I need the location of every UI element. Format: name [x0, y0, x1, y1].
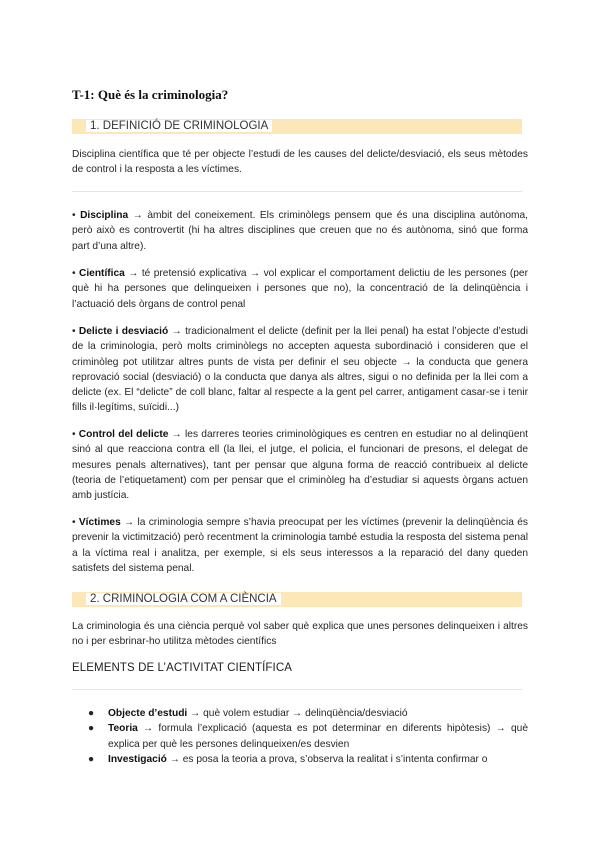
divider-line: [72, 191, 522, 192]
def-text: té pretensió explicativa → vol explicar el comportament delictiu de les persones (per què hi ha persones que delinqueixen i persones que no), la concentració de la delinqüència i l’actuació dels òrgans de control penal: [72, 268, 528, 310]
def-text: tradicionalment el delicte (definit per la llei penal) ha estat l’objecte d’estudi de la criminologia, però molts criminòlegs no accepten aquesta subordinació i consideren que el criminòleg pot utilitzar altres punts de vista per definir el seu objecte → la conducta que genera reprovació social (desviació) o la conducta que danya als altres, sigui o no definida per la llei com a delicte (ex. El “delicte” de coll blanc, faltar al respecte a la gent pel carrer, antigament casar-se i tenir fills il·legítims, suïcidi...): [72, 326, 528, 414]
section-header-science: [72, 592, 522, 607]
element-text: formula l’explicació (aquesta es pot determinar en diferents hipòtesis) → què explica per què les persones delinqueixen/es desvien: [108, 723, 528, 750]
def-text: àmbit del coneixement. Els criminòlegs pensem que és una disciplina autònoma, però això es controvertit (hi ha altres disciplines que creuen que no és autònoma, sinó que forma part d’una altre).: [72, 210, 528, 252]
arrow-icon: →: [143, 723, 154, 735]
list-item: [72, 752, 528, 767]
document-title: T-1: Què és la criminologia?: [72, 87, 229, 102]
element-term: Teoria: [108, 723, 138, 735]
arrow-icon: →: [128, 268, 139, 279]
arrow-icon: →: [132, 210, 143, 221]
element-text: què volem estudiar → delinqüència/desviació: [203, 708, 408, 719]
element-text: es posa la teoria a prova, s’observa la realitat i s’intenta confirmar o: [182, 753, 488, 765]
def-text: la criminologia sempre s’havia preocupat per les víctimes (prevenir la delinqüència és prevenir la victimització) però recentment la criminologia també estudia la resposta del sistema penal a la víctima real i analitza, per exemple, si els seus interessos a la reparació del dany queden satisfets del sistema penal.: [72, 517, 528, 574]
divider-line: [72, 689, 522, 690]
arrow-icon: →: [171, 429, 182, 440]
definition-paragraph: Disciplina científica que té per objecte l’estudi de les causes del delicte/desviació, els seus mètodes de control i la resposta a les víctimes.: [72, 149, 528, 176]
bullet-icon: ●: [88, 708, 95, 719]
def-term: Científica: [78, 268, 125, 279]
bullet-marker: •: [72, 326, 76, 337]
arrow-icon: →: [169, 753, 180, 765]
bullet-marker: •: [72, 210, 76, 221]
def-term: Víctimes: [78, 517, 121, 528]
def-item-disciplina: [72, 208, 528, 254]
elements-list: [72, 706, 528, 767]
list-item: [72, 721, 528, 752]
section-label: 2. CRIMINOLOGIA COM A CIÈNCIA: [86, 593, 281, 605]
subheading: ELEMENTS DE L’ACTIVITAT CIENTÍFICA: [72, 662, 293, 674]
def-term: Disciplina: [80, 210, 129, 221]
list-item: [72, 706, 528, 721]
element-term: Objecte d’estudi: [108, 708, 188, 719]
arrow-icon: →: [171, 326, 182, 337]
element-term: Investigació: [108, 753, 167, 765]
bullet-icon: ●: [88, 723, 95, 735]
arrow-icon: →: [190, 708, 201, 719]
arrow-icon: →: [124, 517, 135, 528]
bullet-marker: •: [72, 429, 76, 440]
bullet-icon: ●: [88, 753, 95, 765]
def-term: Delicte i desviació: [78, 326, 169, 337]
def-item-victimes: [72, 515, 528, 576]
bullet-marker: •: [72, 517, 76, 528]
section-header-definition: [72, 119, 522, 134]
science-paragraph: La criminologia és una ciència perquè vol saber què explica que unes persones delinqueixen i altres no i per esbrinar-ho utilitza mètodes científics: [72, 621, 528, 648]
def-item-delicte: [72, 324, 528, 416]
def-item-control: [72, 427, 528, 503]
section-label: 1. DEFINICIÓ DE CRIMINOLOGIA: [86, 120, 272, 132]
def-item-cientifica: [72, 266, 528, 312]
bullet-marker: •: [72, 268, 76, 279]
def-text: les darreres teories criminològiques es centren en estudiar no al delinqüent sinó al que reacciona contra ell (la llei, el jutge, el policia, el funcionari de presons, el delegat de mesures penals alternatives), tant per pensar que alguna forma de reacció contribueix al delicte (teoria de l’etiquetament) com per pensar que el criminòleg ha d’estudiar si aquests òrgans actuen amb justícia.: [72, 429, 528, 502]
def-term: Control del delicte: [78, 429, 169, 440]
